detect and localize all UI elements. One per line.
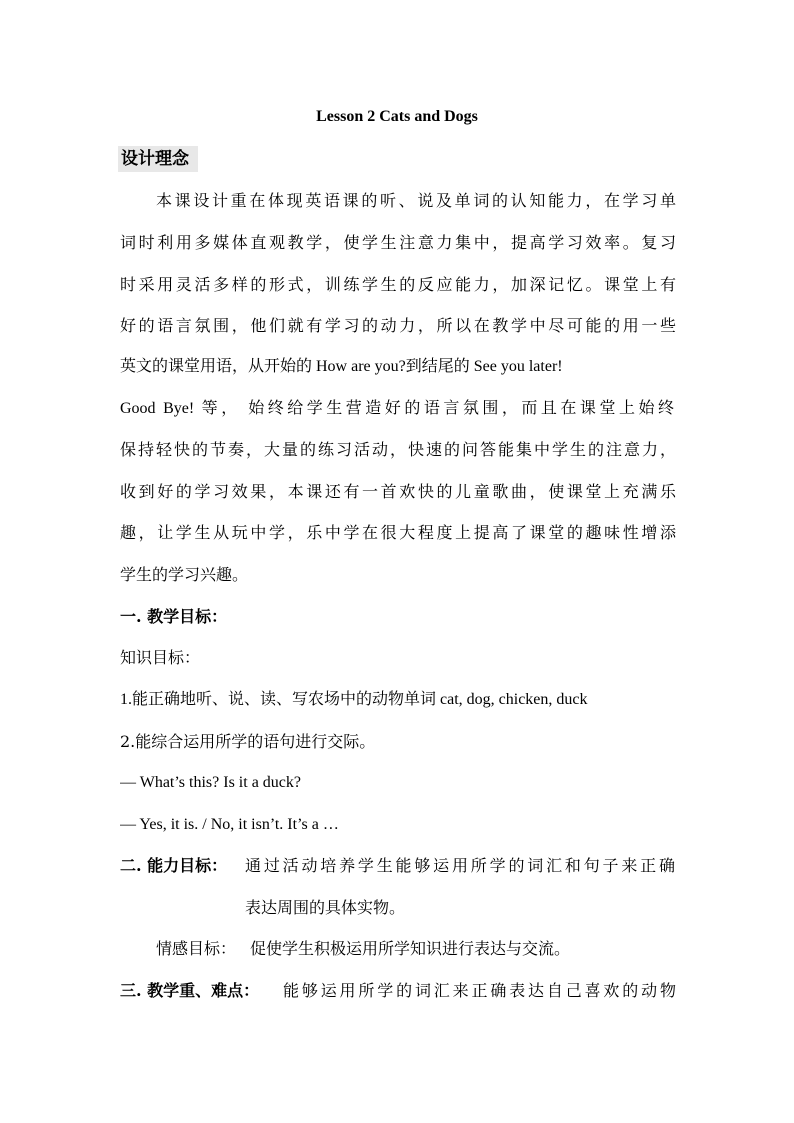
paragraph-line: 好的语言氛围，他们就有学习的动力，所以在教学中尽可能的用一些 <box>120 316 676 335</box>
paragraph-line: 保持轻快的节奏，大量的练习活动，快速的问答能集中学生的注意力， <box>120 440 676 459</box>
paragraph-line: 时采用灵活多样的形式，训练学生的反应能力，加深记忆。课堂上有 <box>120 275 676 294</box>
section-two-text-line-2: 表达周围的具体实物。 <box>245 898 406 917</box>
emotion-objectives-text: 促使学生积极运用所学知识进行表达与交流。 <box>250 939 571 958</box>
section-three-text: 能够运用所学的词汇来正确表达自己喜欢的动物 <box>283 981 676 1000</box>
paragraph-line: Good Bye! 等， 始终给学生营造好的语言氛围，而且在课堂上始终 <box>120 400 674 417</box>
paragraph-line: 趣，让学生从玩中学，乐中学在很大程度上提高了课堂的趣味性增添 <box>120 523 676 542</box>
dialog-line-2: — Yes, it is. / No, it isn’t. It’s a … <box>120 816 339 833</box>
emotion-objectives-label: 情感目标： <box>156 939 237 958</box>
knowledge-item-2: 2.能综合运用所学的语句进行交际。 <box>120 732 376 751</box>
knowledge-item-1: 1.能正确地听、说、读、写农场中的动物单词 cat, dog, chicken, duck <box>120 691 588 708</box>
paragraph-line: 本课设计重在体现英语课的听、说及单词的认知能力，在学习单 <box>156 191 676 210</box>
section-one-heading: 一. 教学目标： <box>120 607 228 626</box>
section-two-label: 二. 能力目标： <box>120 856 228 875</box>
paragraph-line: 英文的课堂用语，从开始的 How are you?到结尾的 See you later! <box>120 358 563 375</box>
section-heading-design-concept: 设计理念 <box>121 149 189 169</box>
lesson-title: Lesson 2 Cats and Dogs <box>316 108 478 125</box>
section-three-label: 三. 教学重、难点： <box>120 981 260 1000</box>
paragraph-line: 词时利用多媒体直观教学，使学生注意力集中，提高学习效率。复习 <box>120 233 676 252</box>
paragraph-line: 收到好的学习效果，本课还有一首欢快的儿童歌曲，使课堂上充满乐 <box>120 482 676 501</box>
knowledge-objectives-label: 知识目标： <box>120 648 201 667</box>
paragraph-line: 学生的学习兴趣。 <box>120 565 249 584</box>
section-two-text-line-1: 通过活动培养学生能够运用所学的词汇和句子来正确 <box>245 856 675 875</box>
dialog-line-1: — What’s this? Is it a duck? <box>120 774 301 791</box>
